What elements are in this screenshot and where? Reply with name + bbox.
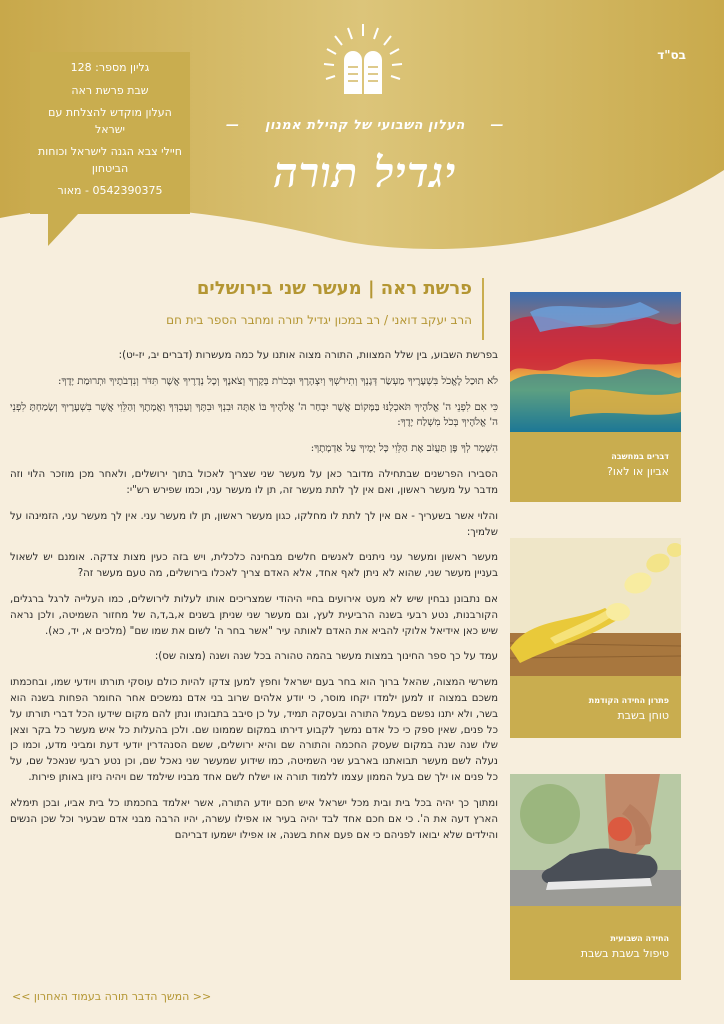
article-paragraph: הסבירו הפרשנים שבתחילה מדובר כאן על מעשר שני שצריך לאכול בתוך ירושלים, ולאחר מכן מוזכר הלוי וזה מדבר על מעשר ראשון, ואם אין לך לתת מעשר זה, תן לו מעשר עני, וכמו שפירש רש"י:	[10, 469, 498, 496]
verse-paragraph: כִּי אִם לִפְנֵי ה' אֱלֹהֶיךָ תֹּאכְלֶנּוּ בַּמָּקוֹם אֲשֶׁר יִבְחַר ה' אֱלֹהֶיךָ בּוֹ אַתָּה וּבִנְךָ וּבִתֶּךָ וְעַבְדְּךָ וַאֲמָתֶךָ וְהַלֵּוִי אֲשֶׁר בִּשְׁעָרֶיךָ וְשָׂמַחְתָּ לִפְנֵי ה' אֱלֹהֶיךָ בְּכֹל מִשְׁלַח יָדֶךָ:	[10, 401, 498, 429]
card-weekly-riddle[interactable]	[510, 774, 681, 980]
newsletter-title: יגדיל תורה	[273, 148, 457, 197]
card-label	[510, 906, 681, 960]
verse-paragraph: לֹא תוּכַל לֶאֱכֹל בִּשְׁעָרֶיךָ מַעְשַׂר דְּגָנְךָ וְתִירֹשְׁךָ וְיִצְהָרֶךָ וּבְכֹרֹת בְּקָרְךָ וְצֹאנֶךָ וְכָל נְדָרֶיךָ אֲשֶׁר תִּדֹּר וְנִדְבֹתֶיךָ וּתְרוּמַת יָדֶךָ:	[58, 375, 498, 387]
bsd-mark: בס"ד	[657, 48, 686, 62]
title-accent-bar	[482, 278, 484, 340]
card-previous-riddle[interactable]	[510, 538, 681, 738]
card-category: פתרון החידה הקודמת	[588, 696, 669, 705]
article-paragraph: ומתוך כך יהיה בכל בית ובית מכל ישראל איש חכם יודע התורה, אשר יאלמד בחכמתו כל בית אביו, ובכן תימלא הארץ דעה את ה'. כי אם חכם אחד לבד יהיה בעיר או אפילו עשרה, יהיו הרבה מבני אדם שבעיר וכל שכן הנשים והילדים שלא יבואו לפניהם כי אם פעם אחת בשנה, או אפילו ישמעו דבריהם	[10, 797, 498, 841]
article-paragraph: משרשי המצוה, שהאל ברוך הוא בחר בעם ישראל וחפץ למען צדקו להיות כולם עוסקי תורתו ויודעי שמו, ובחכמתו משכם במצוה זו למען ילמדו יקחו מוסר, כי יודע אלהים שרוב בני אדם נמשכים אחר החומר הפחות בשנה הוא בשר, ולא יתנו נפשם בעמל התורה ובעסקה תמיד, על כן סיבב בתבונתו ונתן להם מקום שידעו הכל דברי תורתו על כל פנים, שאין ספק כי כל אדם נמשך לקבוע דירתו במקום שממונו שם. ולכן בהעלות כל איש מעשר כל בקר וצאן שלו שנה שנה במקום שעסק החכמה והתורה שם והיא ירושלים, ששם הסנהדרין יודעי דעת ומביני מדע, וכמו כן נעלה לשם מעשר תבואתנו בארבע שני השמיטה, כמו שידוע שמעשר שני נאכל שם, וכן נטע רבעי שנאכל שם, על כל פנים או ילך שם בעל הממון עצמו ללמוד תורה או ישלח לשם אחד מבניו שילמד שם ויהיה ניזון באותן פירות.	[10, 677, 498, 784]
article-title: פרשת ראה | מעשר שני בירושלים	[196, 278, 472, 299]
card-image-ankle	[510, 774, 681, 906]
contact-text: 0542390375 - מאור	[57, 184, 163, 197]
parasha-name: שבת פרשת ראה	[71, 83, 149, 97]
card-title: טיפול בשבת בשבת	[580, 947, 669, 960]
card-label	[510, 676, 681, 722]
article-author: הרב יעקב דואני / רב במכון יגדיל תורה ומחבר הספר בית חם	[166, 313, 472, 327]
article-paragraph: עמד על כך ספר החינוך במצות מעשר בהמה טהורה בכל שנה ושנה (מצוה שס):	[154, 651, 498, 663]
soldiers-text: חיילי צבא הגנה לישראל וכוחות הביטחון	[38, 145, 182, 175]
issue-info-bubble	[30, 52, 190, 214]
article-paragraph: מעשר ראשון ומעשר עני ניתנים לאנשים חלשים מבחינה כלכלית, ויש בזה כעין מצות צדקה. אומנם יש לשאול בעניין מעשר שני, שהוא לא ניתן לאף אחד, אלא האדם צריך לאכלו בירושלים, מה טעם מעשר זה?	[10, 552, 498, 580]
card-image-painting	[510, 292, 681, 432]
dedication-text: העלון מוקדש להצלחת עם ישראל	[48, 106, 172, 136]
article-paragraph: והלוי אשר בשעריך - אם אין לך לתת לו מחלקו, כגון מעשר ראשון, תן לו מעשר עני. אין לך מעשר עני, הזמינהו על שלמיך:	[10, 510, 498, 538]
card-label	[510, 432, 681, 478]
card-image-banana	[510, 538, 681, 676]
article-header	[166, 278, 484, 327]
continue-link[interactable]: << המשך הדבר תורה בעמוד האחרון >>	[12, 990, 212, 1003]
article-paragraph: בפרשת השבוע, בין שלל המצוות, התורה מצוה אותנו על כמה מעשרות (דברים יב, יז-יט):	[118, 350, 498, 361]
tablets-icon	[322, 22, 404, 104]
card-thoughts[interactable]	[510, 292, 681, 502]
card-title: אביון או לאו?	[607, 465, 669, 478]
article-paragraph: אם נתבונן נבחין שיש לא מעט אירועים בחיי היהודי שמצריכים אותו לעלות לירושלים, כמו העלייה לרגל ברגלים, הקורבנות, נטע רבעי בשנה הרביעית לעץ, וגם מעשר שני שניתן בשנים א,ב,ד,ה של מחזור השמיטה, ולכן נראה שיש כאן אידיאל אלוקי להביא את האדם לאותה עיר "אשר בחר ה' לשום את שמו שם" (מלכים א, יד, כא).	[10, 593, 498, 637]
card-category: דברים במחשבה	[611, 452, 669, 461]
article-body	[10, 348, 498, 853]
issue-number: גליון מספר: 128	[70, 61, 150, 74]
card-title: טוחן בשבת	[617, 709, 669, 722]
newsletter-subtitle: — העלון השבועי של קהילת אמנון —	[240, 118, 490, 133]
header	[0, 0, 724, 250]
verse-paragraph: הִשָּׁמֶר לְךָ פֶּן תַּעֲזֹב אֶת הַלֵּוִי כָּל יָמֶיךָ עַל אַדְמָתֶךָ:	[310, 443, 498, 455]
card-category: החידה השבועית	[610, 934, 669, 943]
